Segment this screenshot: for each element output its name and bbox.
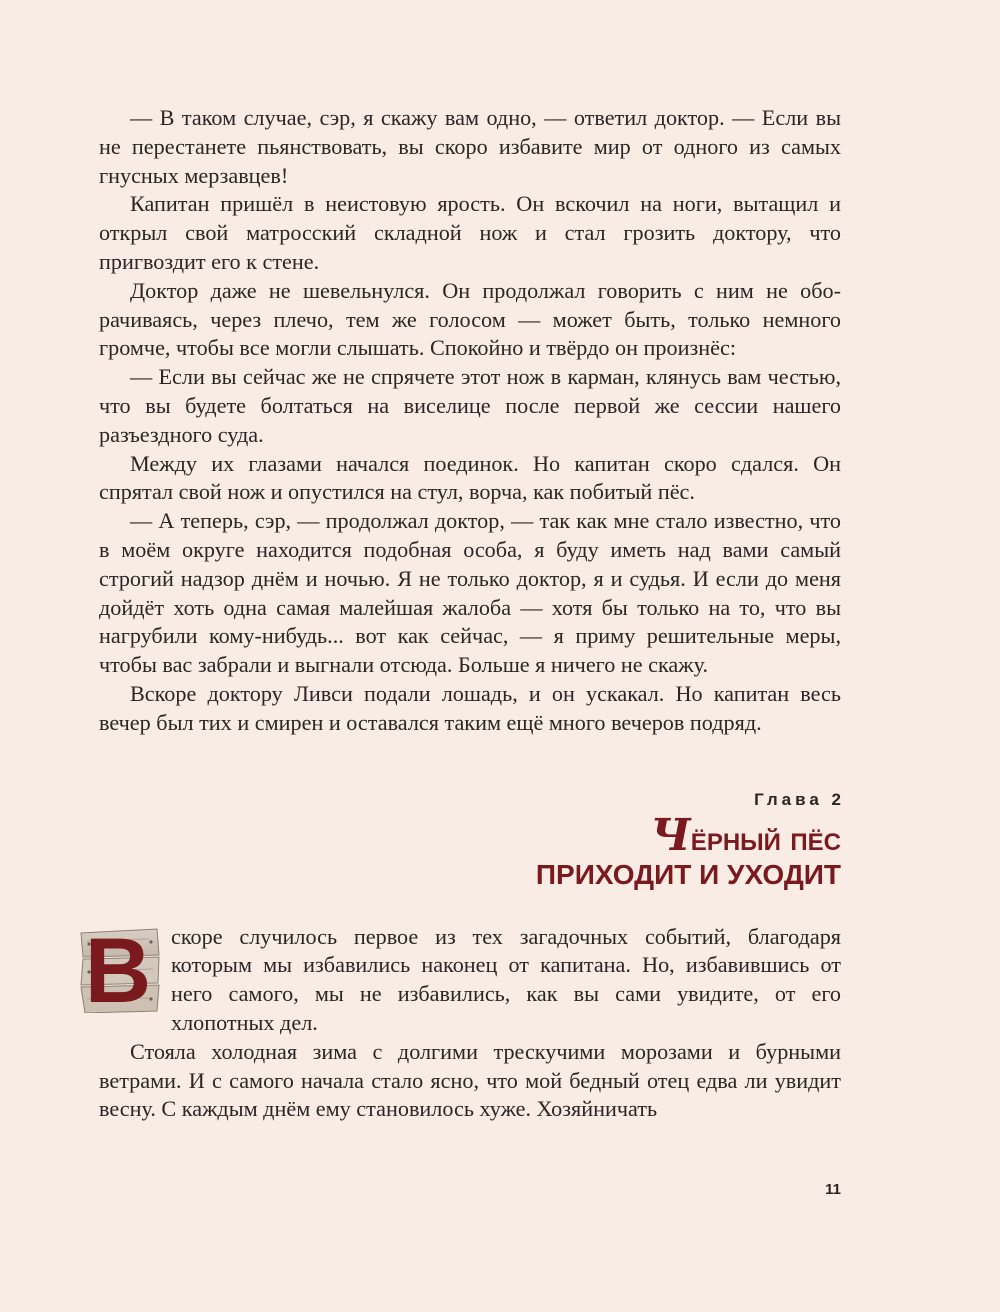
paragraph: Между их глазами начался поединок. Но капитан скоро сдался. Он спрятал свой нож и опустился на стул, ворча, как побитый пёс. <box>99 450 841 505</box>
dropcap-letter: В <box>84 919 152 1022</box>
paragraph: скоре случилось первое из тех загадочных событий, благодаря которым мы избавились наконец от капитана. Но, избавившись от него самого, мы не избавились, как вы сами увидите, от его хлопотных дел. <box>171 923 841 1035</box>
chapter-title-line1-rest: ёрный пёс <box>690 819 841 858</box>
page-content <box>84 104 845 1124</box>
chapter-body <box>84 919 841 1125</box>
chapter-title <box>99 809 841 893</box>
chapter-title-initial: Ч <box>650 809 691 861</box>
paragraph: — А теперь, сэр, — продолжал доктор, — так как мне стало известно, что в моём округе находится подобная особа, я буду иметь над вами самый строгий надзор днём и ночью. Я не только доктор, я и судья. И если до меня дойдёт хоть одна самая малейшая жалоба — хотя бы только на то, что вы нагрубили кому-нибудь... вот как сейчас, — я приму решительные меры, чтобы вас забрали и выгнали отсюда. Больше я ничего не скажу. <box>99 508 841 678</box>
paragraph: Вскоре доктору Ливси подали лошадь, и он ускакал. Но капитан весь вечер был тих и смирен и оставался таким ещё много вечеров подряд. <box>99 680 841 735</box>
paragraph: — В таком случае, сэр, я скажу вам одно, — ответил доктор. — Если вы не перестанете пьянствовать, вы скоро избавите мир от одного из самых гнусных мерзавцев! <box>99 105 841 188</box>
paragraph: Стояла холодная зима с долгими трескучими морозами и бурными ветрами. И с самого начала стало ясно, что мой бедный отец едва ли увидит весну. С каждым днём ему становилось хуже. Хозяйничать <box>99 1038 841 1122</box>
chapter-label: Глава 2 <box>754 789 845 809</box>
page-number: 11 <box>825 1181 841 1198</box>
paragraph: Капитан пришёл в неистовую ярость. Он вскочил на ноги, вытащил и открыл свой матросский складной нож и стал грозить доктору, что пригвоздит его к стене. <box>99 191 841 274</box>
chapter-title-line1 <box>99 809 841 861</box>
dropcap <box>79 919 161 1022</box>
paragraph: — Если вы сейчас же не спрячете этот нож в карман, клянусь вам честью, что вы будете болтаться на виселице после первой же сессии нашего разъездного суда. <box>99 364 841 447</box>
chapter-heading <box>99 789 845 893</box>
chapter-title-line2: ПРИХОДИТ И УХОДИТ <box>535 858 841 890</box>
paragraph: Доктор даже не шевельнулся. Он продолжал говорить с ним не оборачиваясь, через плечо, тем же голосом — может быть, только немного громче, чтобы все могли слышать. Спокойно и твёрдо он произнёс: <box>99 277 841 361</box>
